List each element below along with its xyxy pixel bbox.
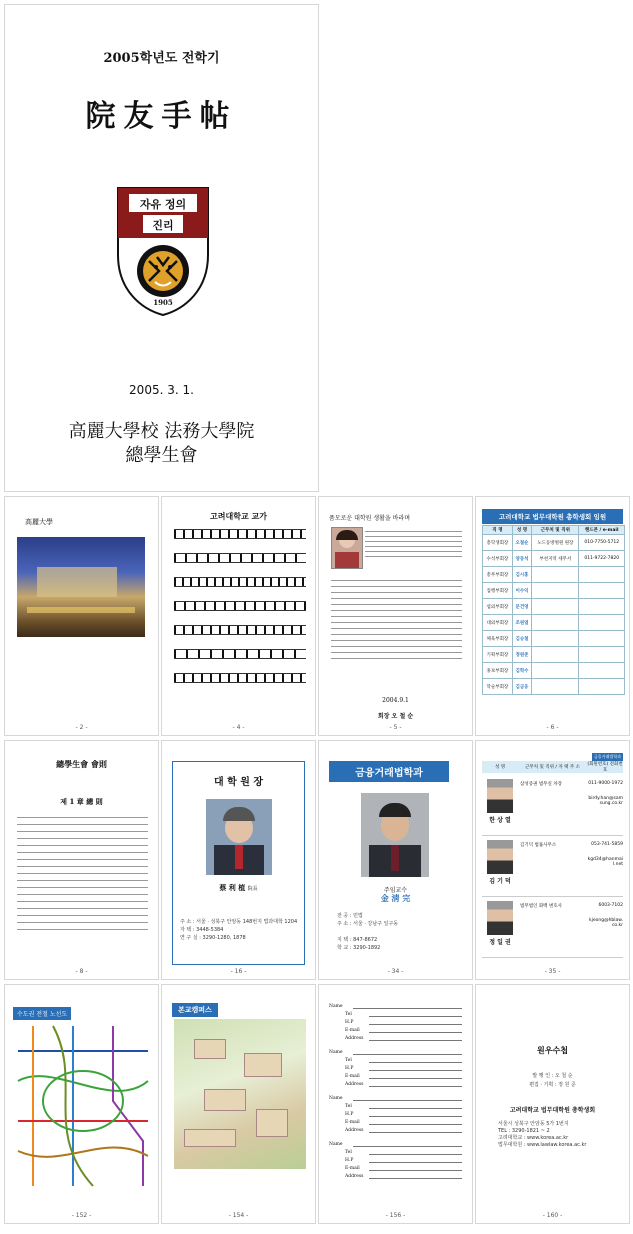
officer-cell xyxy=(579,583,625,599)
members-header-name: 성 명 xyxy=(494,765,506,770)
address-field-line[interactable] xyxy=(369,1107,462,1109)
officer-cell: 010-7750-5712 xyxy=(579,535,625,551)
cover-page xyxy=(4,4,319,492)
colophon-title: 원우수첩 xyxy=(537,1046,568,1055)
professor-field-4: 학 교 : 3290-1892 xyxy=(337,945,381,951)
address-field-line[interactable] xyxy=(353,1145,462,1147)
greeting-text xyxy=(365,527,462,560)
page-4-school-song xyxy=(161,496,316,736)
member-name: 김 기 덕 xyxy=(489,878,511,885)
colophon-line-1: 발 행 인 : 오 철 순 xyxy=(532,1073,573,1079)
crest-motto-1: 자유 정의 xyxy=(139,198,187,211)
dean-role: 院長 xyxy=(247,886,258,892)
officer-row xyxy=(483,535,625,551)
address-field-label: H.P xyxy=(345,1112,354,1117)
officer-row xyxy=(483,583,625,599)
greeting-title: 품모로운 대학원 생활을 바라며 xyxy=(329,515,411,522)
cover-year-title: 2005학년도 전학기 xyxy=(103,51,220,66)
cover-main-title: 院友手帖 xyxy=(85,99,238,134)
cover-school: 高麗大學校 法務大學院 xyxy=(68,421,255,442)
officer-row xyxy=(483,551,625,567)
officer-row xyxy=(483,647,625,663)
address-blocks xyxy=(329,1001,462,1185)
member-phone: 6003-7102 xyxy=(598,903,623,908)
dean-photo xyxy=(206,799,272,875)
page-number: - 35 - xyxy=(544,968,561,975)
professor-photo xyxy=(361,793,429,877)
page-152-subway-map xyxy=(4,984,159,1224)
officer-row xyxy=(483,567,625,583)
member-photo xyxy=(487,840,513,874)
address-field-label: Address xyxy=(345,1036,364,1041)
subway-map-graphic xyxy=(13,1021,153,1191)
address-field-line[interactable] xyxy=(369,1061,462,1063)
page-number: - 152 - xyxy=(71,1212,92,1219)
page-number: - 2 - xyxy=(75,724,88,731)
address-field-label: H.P xyxy=(345,1020,354,1025)
page-2-campus-photo xyxy=(4,496,159,736)
colophon-line-2: 편집 · 기획 : 정 원 준 xyxy=(529,1082,576,1088)
page-156-address-book xyxy=(318,984,473,1224)
subway-title: 수도권 전철 노선도 xyxy=(13,1007,71,1020)
address-field-label: E-mail xyxy=(345,1074,360,1079)
page-number: - 4 - xyxy=(232,724,245,731)
page-number: - 34 - xyxy=(387,968,404,975)
officer-cell xyxy=(532,631,579,647)
address-field-line[interactable] xyxy=(369,1039,462,1041)
professor-field-2: 주 소 : 서울 · 강남구 일구동 xyxy=(337,921,399,927)
dean-name xyxy=(162,883,315,893)
member-phone: 011-9000-1972 xyxy=(588,781,623,786)
page-6-officers xyxy=(475,496,630,736)
song-title: 고려대학교 교가 xyxy=(210,512,267,521)
dean-addr: 주 소 : 서울 · 성북구 안암동 148번지 법과대학 1204 xyxy=(180,919,298,925)
page-5-greeting xyxy=(318,496,473,736)
professor-field-3: 지 택 : 847-8672 xyxy=(337,937,378,943)
page-16-dean xyxy=(161,740,316,980)
colophon-addr-3: 고려대학교 : www.korea.ac.kr xyxy=(498,1135,569,1141)
officer-row xyxy=(483,679,625,695)
officers-header-cell: 핸드폰 / e-mail xyxy=(579,526,625,535)
crest-motto-2: 진리 xyxy=(152,219,174,232)
professor-role: 주임교수 xyxy=(383,887,408,894)
professor-field-1: 전 공 : 민법 xyxy=(337,913,363,919)
colophon-addr-4: 법무대학원 : www.lawlaw.korea.ac.kr xyxy=(498,1142,587,1148)
officer-cell xyxy=(579,663,625,679)
member-email: kjeong@hblaw.co.kr xyxy=(588,918,623,928)
address-field-line[interactable] xyxy=(369,1153,462,1155)
address-field-line[interactable] xyxy=(369,1015,462,1017)
member-email: birdy.han@samsung.co.kr xyxy=(588,796,623,806)
officer-cell: 기획부회장 xyxy=(483,647,513,663)
cover-council: 總學生會 xyxy=(125,445,198,466)
page-number: - 154 - xyxy=(228,1212,249,1219)
address-field-label: Address xyxy=(345,1128,364,1133)
colophon-addr-1: 서울시 성북구 안암동 5가 1번지 xyxy=(498,1121,569,1127)
officer-cell xyxy=(579,647,625,663)
address-entry xyxy=(329,1139,462,1179)
address-field-label: H.P xyxy=(345,1066,354,1071)
page-160-colophon xyxy=(475,984,630,1224)
address-field-label: Name xyxy=(329,1004,343,1009)
member-email: kgd34@hanmail.net xyxy=(587,857,623,867)
address-field-label: Tel xyxy=(345,1104,352,1109)
members-list xyxy=(482,775,623,958)
member-org: 법무법인 화백 변호사 xyxy=(520,904,562,909)
officer-cell: 김학수 xyxy=(512,663,531,679)
officer-cell: 노드동방병원 원장 xyxy=(532,535,579,551)
officer-cell: 섭외부회장 xyxy=(483,599,513,615)
address-field-line[interactable] xyxy=(353,1007,462,1009)
address-entry xyxy=(329,1047,462,1087)
address-entry xyxy=(329,1093,462,1133)
officer-cell: 김승철 xyxy=(512,631,531,647)
address-field-label: Name xyxy=(329,1142,343,1147)
officer-cell xyxy=(579,679,625,695)
officer-cell: 문건영 xyxy=(512,599,531,615)
member-name: 정 일 권 xyxy=(489,939,511,946)
page-35-members xyxy=(475,740,630,980)
bylaws-chapter: 제 1 章 總 則 xyxy=(60,797,103,806)
officer-cell xyxy=(579,615,625,631)
officers-title: 고려대학교 법무대학원 총학생회 임원 xyxy=(482,509,623,524)
dean-tel: 자 택 : 3448-5384 xyxy=(180,927,224,933)
page-number: - 5 - xyxy=(389,724,402,731)
officer-row xyxy=(483,615,625,631)
officer-cell xyxy=(579,631,625,647)
members-header xyxy=(482,761,623,773)
campus-caption: 高麗大學 xyxy=(25,518,53,526)
officer-cell xyxy=(579,599,625,615)
address-field-label: E-mail xyxy=(345,1120,360,1125)
address-field-line[interactable] xyxy=(369,1023,462,1025)
officer-cell: 체육부회장 xyxy=(483,631,513,647)
professor-name: 金 淸 完 xyxy=(380,893,411,903)
colophon-org: 고려대학교 법무대학원 총학생회 xyxy=(509,1107,596,1114)
member-row xyxy=(482,897,623,958)
cover-date: 2005. 3. 1. xyxy=(129,383,194,397)
dept-title: 금융거래법학과 xyxy=(329,761,449,782)
officer-cell xyxy=(532,679,579,695)
music-staves xyxy=(174,529,306,709)
campus-map-illustration xyxy=(174,1019,306,1169)
dean-title: 대 학 원 장 xyxy=(213,777,264,788)
address-field-label: Name xyxy=(329,1050,343,1055)
officer-cell xyxy=(532,663,579,679)
officer-cell: 총학생회장 xyxy=(483,535,513,551)
officer-cell: 수석부회장 xyxy=(483,551,513,567)
greeting-date: 2004.9.1 xyxy=(382,697,409,704)
members-header-phone: (회원번호) 전화번호 xyxy=(587,762,623,773)
president-photo xyxy=(331,527,363,569)
officer-cell: 부천지역 세무서 xyxy=(532,551,579,567)
dean-name-text: 蔡 利 植 xyxy=(219,883,246,892)
officer-cell: 조원엽 xyxy=(512,615,531,631)
greeting-signer: 회장 오 철 순 xyxy=(377,713,414,720)
bylaws-title: 總學生會 會則 xyxy=(56,759,107,769)
officer-cell: 집행부회장 xyxy=(483,583,513,599)
officer-cell: 양동석 xyxy=(512,551,531,567)
officer-cell: 김금웅 xyxy=(512,679,531,695)
bylaws-text xyxy=(17,811,148,935)
member-name: 한 상 열 xyxy=(489,817,511,824)
address-field-label: E-mail xyxy=(345,1166,360,1171)
members-header-org: 근무처 및 직위 / 자 택 주 소 xyxy=(525,765,580,770)
officers-header-cell: 직 명 xyxy=(483,526,513,535)
officer-cell xyxy=(579,567,625,583)
university-crest xyxy=(115,185,211,317)
address-field-line[interactable] xyxy=(369,1085,462,1087)
crest-year: 1905 xyxy=(153,298,173,307)
officer-cell: 총무부회장 xyxy=(483,567,513,583)
address-entry xyxy=(329,1001,462,1041)
member-photo xyxy=(487,901,513,935)
officer-row xyxy=(483,631,625,647)
officer-cell: 김시홍 xyxy=(512,567,531,583)
member-phone: 053-741-5859 xyxy=(591,842,623,847)
dean-office: 연 구 실 : 3290-1280, 1878 xyxy=(180,935,246,941)
page-number: - 160 - xyxy=(542,1212,563,1219)
officer-cell: 대외부회장 xyxy=(483,615,513,631)
address-field-line[interactable] xyxy=(353,1053,462,1055)
page-34-department xyxy=(318,740,473,980)
member-row xyxy=(482,836,623,897)
page-number: - 8 - xyxy=(75,968,88,975)
address-field-label: Address xyxy=(345,1082,364,1087)
address-field-line[interactable] xyxy=(353,1099,462,1101)
address-field-label: Name xyxy=(329,1096,343,1101)
address-field-line[interactable] xyxy=(369,1077,462,1079)
address-field-line[interactable] xyxy=(369,1115,462,1117)
officer-cell xyxy=(532,583,579,599)
officers-header-cell: 성 명 xyxy=(512,526,531,535)
address-field-label: E-mail xyxy=(345,1028,360,1033)
member-photo xyxy=(487,779,513,813)
officer-cell xyxy=(532,599,579,615)
officer-cell: 011-9722-7820 xyxy=(579,551,625,567)
campus-photo xyxy=(17,537,145,637)
page-number: - 6 - xyxy=(546,724,559,731)
greeting-body xyxy=(331,575,462,663)
address-field-line[interactable] xyxy=(369,1031,462,1033)
officer-cell: 정원준 xyxy=(512,647,531,663)
members-tag: 금융거래법학과 xyxy=(593,754,621,759)
address-field-line[interactable] xyxy=(369,1161,462,1163)
officer-cell xyxy=(532,567,579,583)
officers-table xyxy=(482,525,625,695)
address-field-line[interactable] xyxy=(369,1069,462,1071)
address-field-line[interactable] xyxy=(369,1177,462,1179)
member-org: 삼성증권 법무실 차장 xyxy=(520,782,562,787)
address-field-label: Tel xyxy=(345,1150,352,1155)
officer-cell: 홍보부회장 xyxy=(483,663,513,679)
officer-cell: 이수익 xyxy=(512,583,531,599)
address-field-line[interactable] xyxy=(369,1131,462,1133)
page-154-campus-map xyxy=(161,984,316,1224)
address-field-label: Address xyxy=(345,1174,364,1179)
colophon-addr-2: TEL : 3290-1821 ~ 2 xyxy=(498,1128,550,1134)
officer-cell xyxy=(532,647,579,663)
member-org: 김기덕 법률사무소 xyxy=(520,843,557,848)
officer-cell: 학술부회장 xyxy=(483,679,513,695)
officer-cell: 오철순 xyxy=(512,535,531,551)
address-field-label: H.P xyxy=(345,1158,354,1163)
address-field-label: Tel xyxy=(345,1012,352,1017)
page-8-bylaws xyxy=(4,740,159,980)
officer-cell xyxy=(532,615,579,631)
address-field-line[interactable] xyxy=(369,1169,462,1171)
campus-map-title: 본교캠퍼스 xyxy=(172,1003,218,1017)
page-number: - 156 - xyxy=(385,1212,406,1219)
member-row xyxy=(482,775,623,836)
address-field-label: Tel xyxy=(345,1058,352,1063)
officers-header-cell: 근무처 및 직위 xyxy=(532,526,579,535)
address-field-line[interactable] xyxy=(369,1123,462,1125)
officer-row xyxy=(483,663,625,679)
officer-row xyxy=(483,599,625,615)
page-number: - 16 - xyxy=(230,968,247,975)
